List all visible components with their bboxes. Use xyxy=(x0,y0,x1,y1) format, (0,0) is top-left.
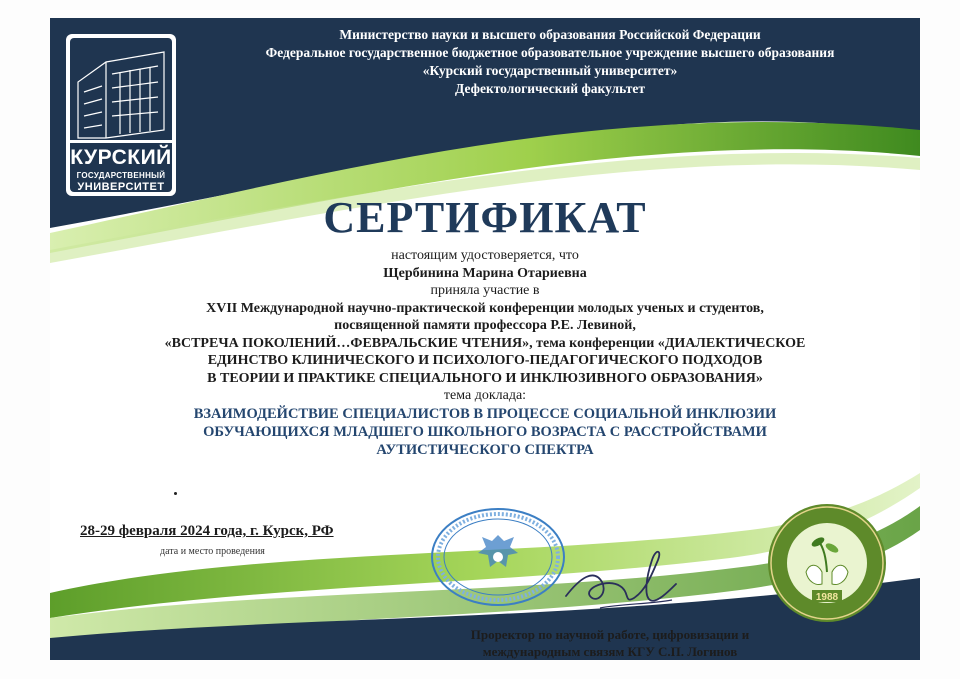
conference-line-2: посвященной памяти профессора Р.Е. Левиной, xyxy=(334,318,636,333)
topic-line-3: АУТИСТИЧЕСКОГО СПЕКТРА xyxy=(376,441,594,458)
header-line-institution: Федеральное государственное бюджетное образовательное учреждение высшего образования xyxy=(265,45,835,60)
certificate-frame xyxy=(50,18,920,660)
event-date-caption: дата и место проведения xyxy=(160,546,265,557)
signer-line-2: международным связям КГУ С.П. Логинов xyxy=(482,644,738,659)
certificate-title: СЕРТИФИКАТ xyxy=(323,193,647,242)
conference-line-5: В ТЕОРИИ И ПРАКТИКЕ СПЕЦИАЛЬНОГО И ИНКЛЮЗИВНОГО ОБРАЗОВАНИЯ» xyxy=(207,370,763,386)
certificate-body xyxy=(80,247,890,459)
header-line-faculty: Дефектологический факультет xyxy=(455,81,645,96)
conference-line-1: XVII Международной научно-практической конференции молодых ученых и студентов, xyxy=(206,300,764,316)
event-date-place: 28-29 февраля 2024 года, г. Курск, РФ xyxy=(80,523,334,539)
conference-line-4: ЕДИНСТВО КЛИНИЧЕСКОГО И ПСИХОЛОГО-ПЕДАГОГИЧЕСКОГО ПОДХОДОВ xyxy=(207,353,763,368)
faculty-emblem xyxy=(766,502,888,624)
handwritten-signature xyxy=(560,538,680,618)
intro-text: настоящим удостоверяется, что xyxy=(391,248,579,263)
logo-text-state: ГОСУДАРСТВЕННЫЙ xyxy=(76,171,166,180)
ink-dot xyxy=(174,492,177,495)
signer-block xyxy=(410,626,810,660)
topic-line-2: ОБУЧАЮЩИХСЯ МЛАДШЕГО ШКОЛЬНОГО ВОЗРАСТА С РАССТРОЙСТВАМИ xyxy=(203,423,767,440)
topic-line-1: ВЗАИМОДЕЙСТВИЕ СПЕЦИАЛИСТОВ В ПРОЦЕССЕ СОЦИАЛЬНОЙ ИНКЛЮЗИИ xyxy=(193,405,777,422)
official-stamp xyxy=(428,505,568,610)
conference-line-3: «ВСТРЕЧА ПОКОЛЕНИЙ…ФЕВРАЛЬСКИЕ ЧТЕНИЯ», тема конференции «ДИАЛЕКТИЧЕСКОЕ xyxy=(164,335,806,351)
header-line-university: «Курский государственный университет» xyxy=(422,63,678,78)
header-block xyxy=(200,26,900,98)
participation-text: приняла участие в xyxy=(430,283,540,298)
header-line-ministry: Министерство науки и высшего образования Российской Федерации xyxy=(339,27,761,42)
signer-line-1: Проректор по научной работе, цифровизации и xyxy=(470,627,750,642)
logo-text-kursk: КУРСКИЙ xyxy=(70,146,172,169)
logo-text-university: УНИВЕРСИТЕТ xyxy=(77,181,165,193)
emblem-year: 1988 xyxy=(815,592,839,603)
recipient-name: Щербинина Марина Отариевна xyxy=(383,265,587,281)
eagle-emblem-icon xyxy=(478,535,518,567)
topic-label: тема доклада: xyxy=(443,388,527,403)
